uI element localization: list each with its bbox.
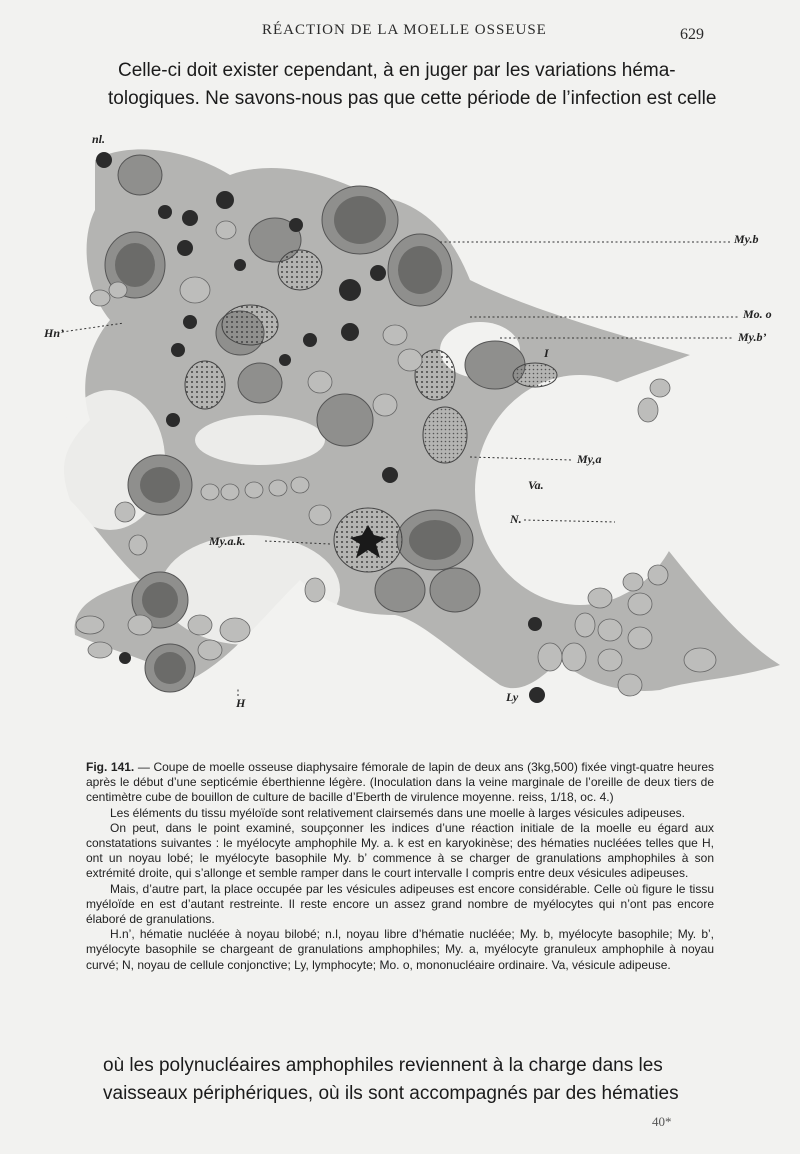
caption-legend: H.n’, hématie nucléée à noyau bilobé; n.l, noyau libre d’hématie nucléée; My. b, myélocyte basophile; My. b’, myélocyte basophile se chargeant de granulations amphophiles; My. a, myélocyte granuleux amphophile à noyau curvé; N, noyau de cellule conjonctive; Ly, lymphocyte; Mo. o, mononucléaire ordinaire. Va, vésicule adipeuse. — [86, 927, 714, 972]
lead-text-line-1: Celle-ci doit exister cependant, à en juger par les variations héma- — [118, 60, 676, 81]
running-head: RÉACTION DE LA MOELLE OSSEUSE — [262, 22, 547, 38]
tail-text-line-1: où les polynucléaires amphophiles reviennent à la charge dans les — [103, 1055, 663, 1076]
label-nl: nl. — [92, 132, 106, 146]
label-h: H — [236, 696, 246, 710]
label-i: I — [544, 346, 549, 360]
label-hn: Hn’ — [44, 326, 65, 340]
page-number: 629 — [680, 26, 704, 43]
label-my-b-prime: My.b’ — [738, 330, 767, 344]
caption-paragraph-2: On peut, dans le point examiné, soupçonner les indices d’une réaction initiale de la moelle eu égard aux constatations suivantes : le myélocyte amphophile My. a. k est en karyokinèse; des hématies nucléées telles que H, ont un noyau lobé; le myélocyte basophile My. b’ commence à se charger de granulations amphophiles à son extrémité droite, qui s’allonge et semble ramper dans le court intervalle I compris entre deux vésicules adipeuses. — [86, 820, 714, 881]
caption-paragraph-3: Mais, d’autre part, la place occupée par les vésicules adipeuses est encore considérable. Celle où figure le tissu myéloïde en est d’autant restreinte. Il reste encore un assez grand nombre de myélocytes qui n’ont pas encore élaboré de granulations. — [86, 881, 714, 927]
histology-figure — [0, 120, 800, 740]
label-my-b: My.b — [734, 232, 759, 246]
label-my-a-k: My.a.k. — [209, 534, 246, 548]
figure-id: Fig. 141. — [86, 760, 135, 774]
caption-title: — Coupe de moelle osseuse diaphysaire fémorale de lapin de deux ans (3kg,500) fixée vingt-quatre heures après le début d’une septicémie éberthienne légère. (Inoculation dans la veine marginale de l’oreille de deux tiers de centimètre cube de bouillon de culture de bacille d’Eberth de virulence moyenne. reiss, 1/18, oc. 4.) — [86, 760, 714, 805]
label-ly: Ly — [506, 690, 519, 704]
label-mo-o: Mo. o — [743, 307, 772, 321]
label-my-a: My,a — [577, 452, 602, 466]
tail-text-line-2: vaisseaux périphériques, où ils sont accompagnés par des hématies — [103, 1083, 679, 1104]
caption-paragraph-1: Les éléments du tissu myéloïde sont relativement clairsemés dans une moelle à larges vésicules adipeuses. — [110, 805, 685, 820]
label-n: N. — [510, 512, 522, 526]
marrow-section-drawing — [0, 120, 800, 740]
label-va: Va. — [528, 478, 544, 492]
lead-text-line-2: tologiques. Ne savons-nous pas que cette période de l’infection est celle — [108, 88, 717, 109]
signature-mark: 40* — [652, 1114, 672, 1129]
fat-vesicle-center — [195, 415, 325, 465]
figure-caption — [86, 760, 714, 973]
